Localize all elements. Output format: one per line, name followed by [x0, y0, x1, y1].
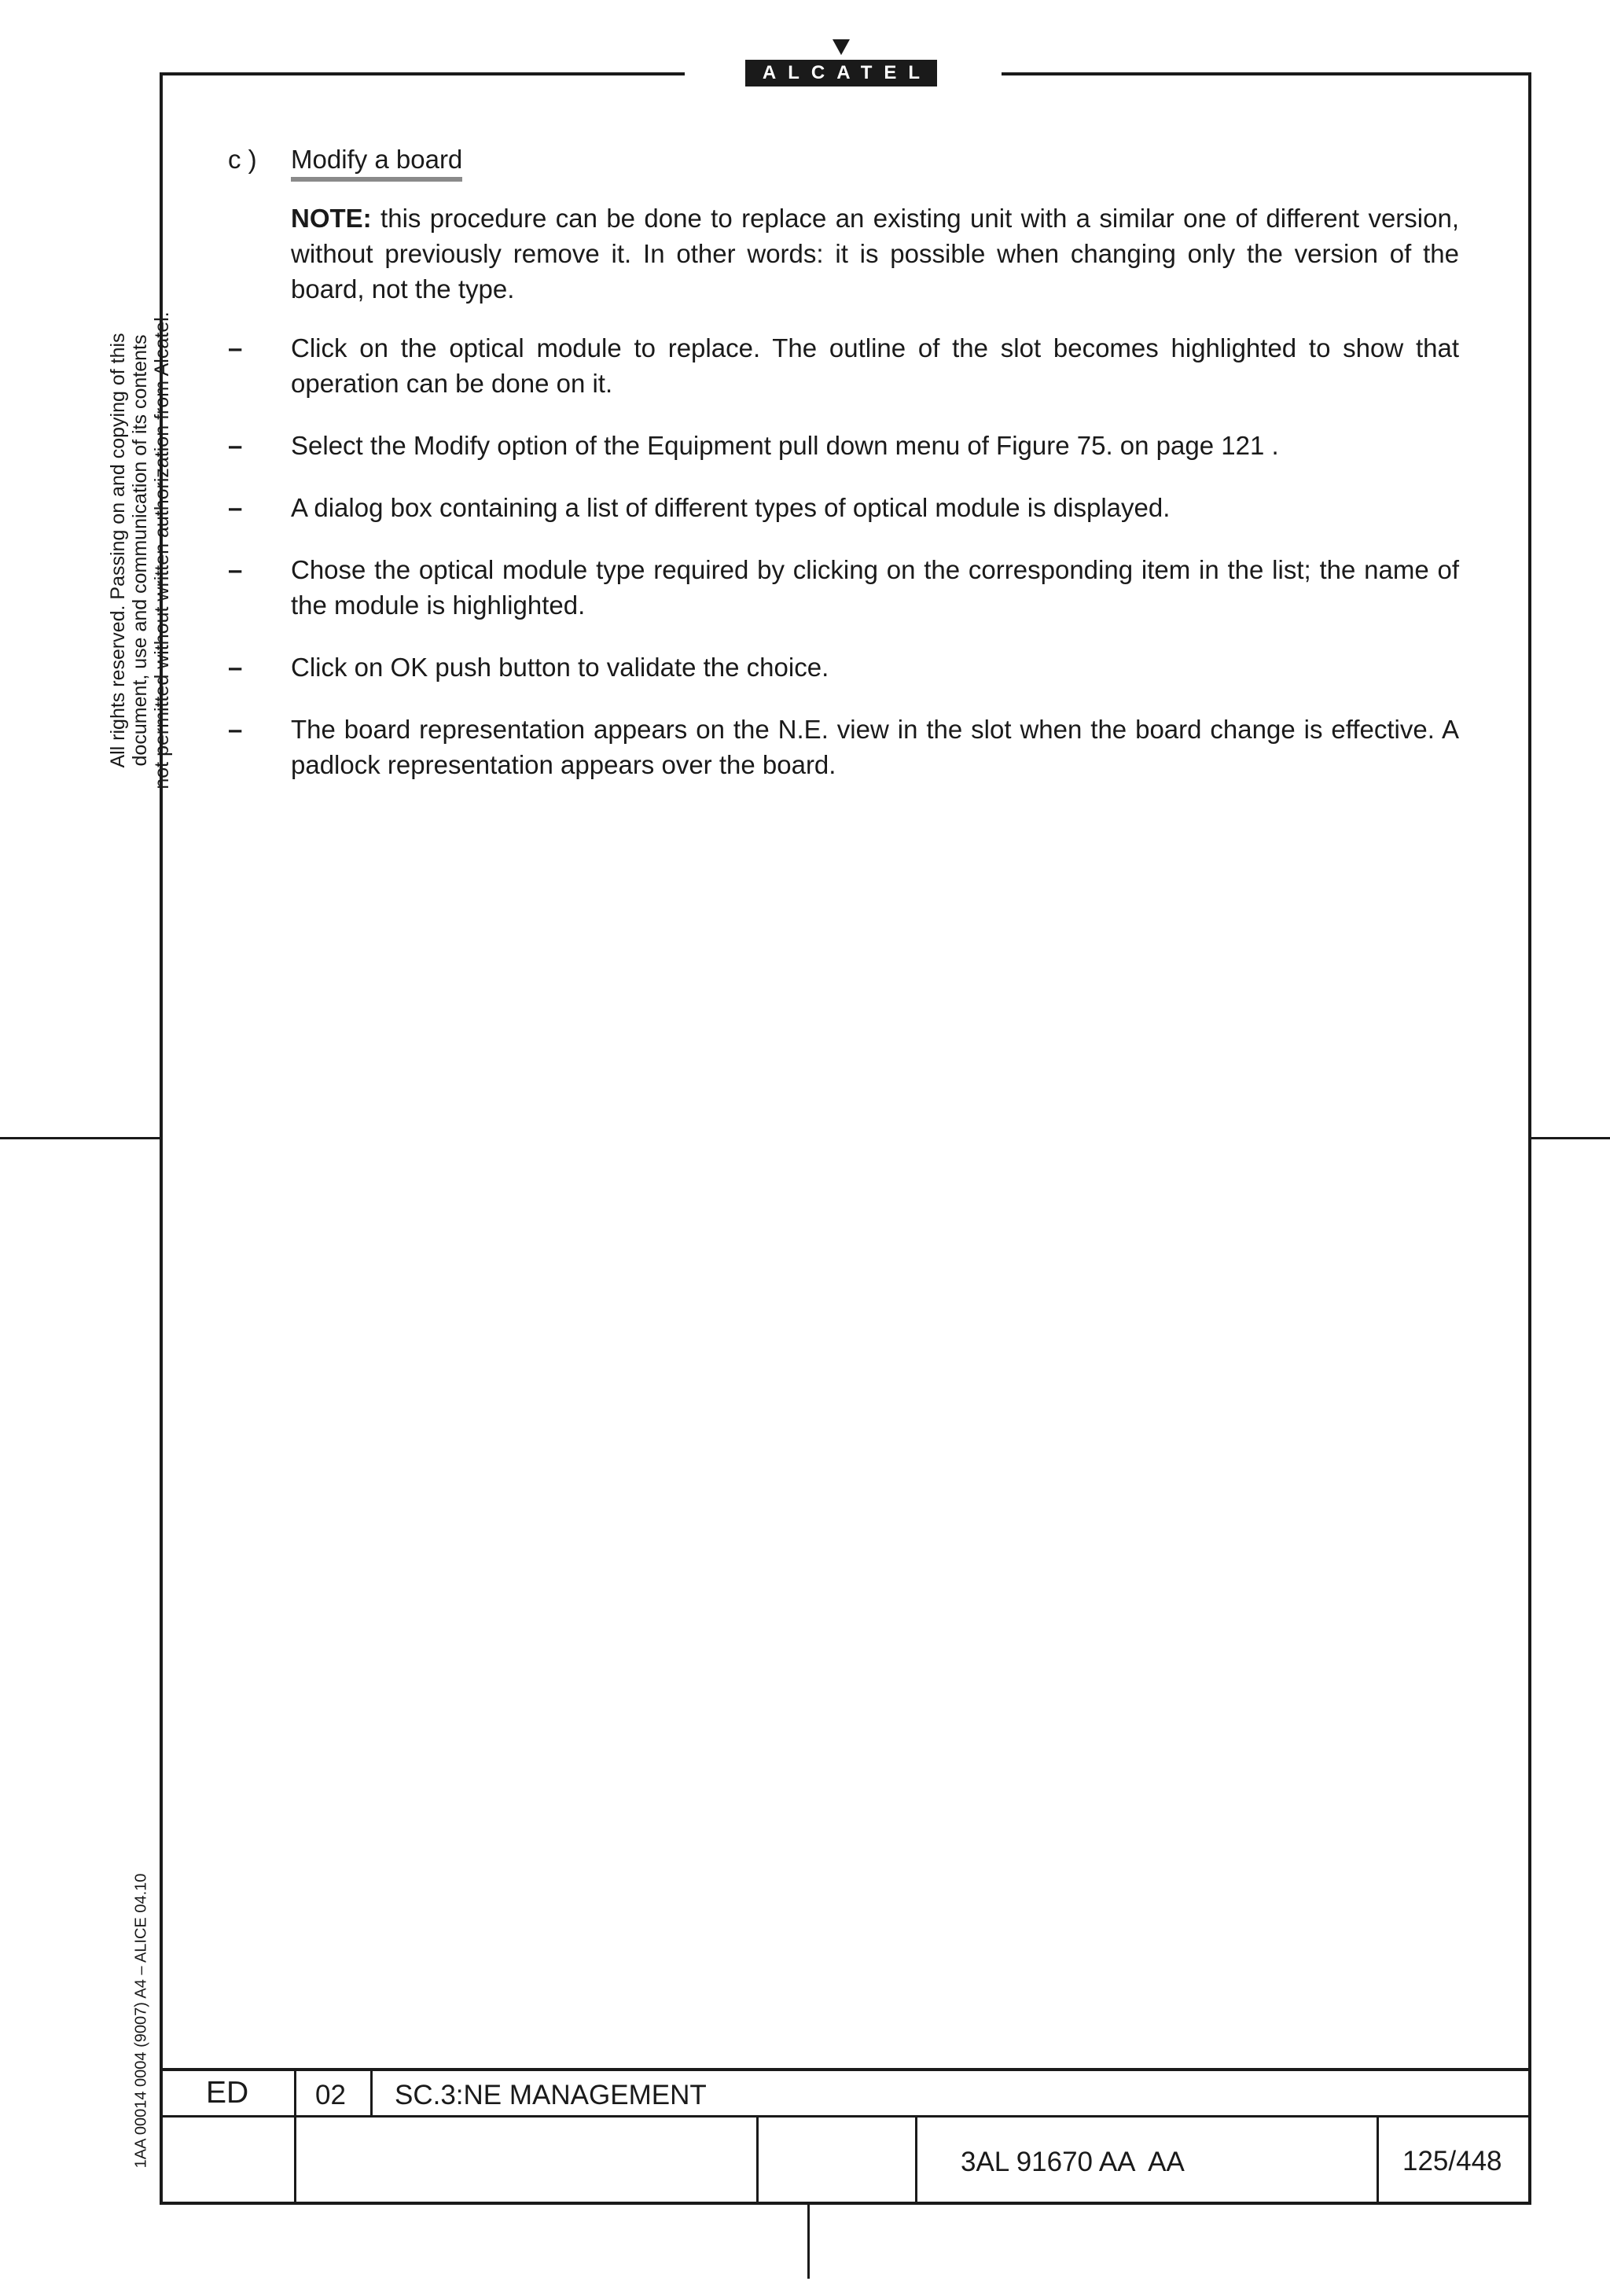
list-dash: –: [228, 653, 243, 682]
copyright-line: not permitted without written authorization from Alcatel.: [151, 311, 173, 789]
section-heading: [228, 142, 1459, 182]
bottom-center-tick: [807, 2205, 810, 2279]
list-dash: –: [228, 431, 243, 460]
footer-top-line: [160, 2068, 1531, 2071]
alcatel-wordmark: ALCATEL: [745, 60, 937, 86]
list-item: [228, 490, 1459, 525]
footer-divider: [1377, 2115, 1379, 2203]
edition-value: 02: [315, 2080, 346, 2110]
footer-divider: [370, 2068, 373, 2117]
copyright-notice: [107, 157, 173, 944]
document-reference: 3AL 91670 AA AA: [961, 2147, 1185, 2177]
list-item: [228, 330, 1459, 401]
list-dash: –: [228, 555, 243, 584]
section-letter: c ): [228, 145, 257, 174]
list-item: [228, 552, 1459, 623]
footer-middle-line: [160, 2115, 1531, 2118]
list-item: [228, 712, 1459, 782]
list-item-text: Click on the optical module to replace. The outline of the slot becomes highlighted to show that operation can be done on it.: [291, 333, 1459, 398]
section-title: Modify a board: [291, 144, 462, 182]
copyright-line: document, use and communication of its contents: [129, 334, 151, 767]
right-margin-tick: [1531, 1137, 1610, 1139]
note-text: this procedure can be done to replace an existing unit with a similar one of different version, without previously remove it. In other words: it is possible when changing only the version of the board, not the type.: [291, 204, 1459, 304]
alcatel-triangle-icon: [833, 39, 850, 55]
list-item: [228, 649, 1459, 685]
footer-divider: [915, 2115, 917, 2203]
frame-bottom-line: [160, 2202, 1531, 2205]
list-dash: –: [228, 715, 243, 744]
form-reference: 1AA 00014 0004 (9007) A4 – ALICE 04.10: [132, 1873, 150, 2169]
footer-divider: [756, 2115, 759, 2203]
note-paragraph: [291, 201, 1459, 307]
chapter-title: SC.3:NE MANAGEMENT: [395, 2080, 707, 2110]
frame-top-right-line: [1002, 72, 1531, 75]
list-item-text: A dialog box containing a list of different types of optical module is displayed.: [291, 493, 1171, 522]
alcatel-logo: [745, 39, 937, 86]
list-item-text: Click on OK push button to validate the choice.: [291, 653, 829, 682]
frame-top-left-line: [160, 72, 685, 75]
list-item: [228, 428, 1459, 463]
copyright-line: All rights reserved. Passing on and copying of this: [107, 333, 129, 768]
list-dash: –: [228, 493, 243, 522]
note-label: NOTE:: [291, 204, 372, 233]
list-item-text: The board representation appears on the N.E. view in the slot when the board change is effective. A padlock representation appears over the board.: [291, 715, 1459, 779]
list-item-text: Chose the optical module type required by clicking on the corresponding item in the list; the name of the module is highlighted.: [291, 555, 1459, 620]
list-item-text: Select the Modify option of the Equipment pull down menu of Figure 75. on page 121 .: [291, 431, 1279, 460]
page-number: 125/448: [1402, 2146, 1502, 2176]
footer-divider: [294, 2068, 296, 2203]
edition-label: ED: [206, 2076, 249, 2110]
left-margin-tick: [0, 1137, 160, 1139]
document-body: [228, 142, 1459, 809]
list-dash: –: [228, 333, 243, 362]
